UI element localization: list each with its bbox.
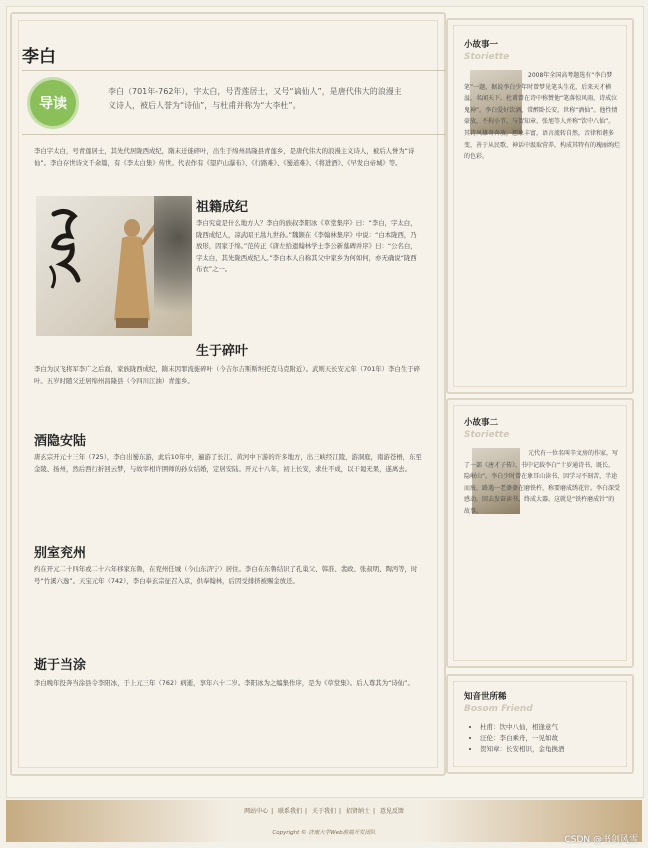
section-heading-1: 祖籍成纪 [196, 200, 249, 215]
calligraphy-icon [44, 206, 90, 292]
section-text-5: 李白晚年投奔当涂县令李阳冰，于上元三年（762）病逝，享年六十二岁。李阳冰为之编集作序，是为《草堂集》。后人尊其为“诗仙”。 [34, 679, 414, 687]
footer-copyright: Copyright © 济南大学Web前端开发团队 [272, 830, 376, 836]
footer-link-feedback[interactable]: 意见反馈 [379, 808, 404, 815]
section-heading-4: 别室兖州 [34, 546, 87, 561]
list-item: • 贺知章：长安相识，金龟换酒 [480, 744, 626, 755]
friends-list [470, 722, 626, 755]
section-text-3: 唐玄宗开元十三年（725），李白出蜀东游，此后10年中，遍游了长江、黄河中下游的许多地方，出三峡经江陵，游洞庭，南游苍梧，东至金陵、扬州，然后西行折回云梦，与故宰相许圉师的孙女结婚，定居安陆。开元十八年，初上长安，求仕不成，以干谒无果，遂离去。 [34, 453, 422, 473]
section-text-1: 李白究竟是什么地方人？李白的族叔李阳冰《草堂集序》曰：“李白，字太白，陇西成纪人，凉武昭王暠九世孙。”魏颢在《李翰林集序》中说：“白本陇西，乃放形，因家于绵。”范传正《唐左拾遗翰林学士李公新墓碑并序》曰：“公名白，字太白，其先陇西成纪人。”李白本人自称其父中家乡为何如何，亦无确说“陇西布衣”之一。 [196, 219, 417, 274]
list-item: • 汪伦：李白乘舟，一见如故 [480, 733, 626, 744]
friends-subtitle: Bosom Friend [464, 704, 533, 714]
ink-wash-decoration [154, 196, 192, 336]
story-two-inner [453, 405, 627, 661]
libai-portrait-image [36, 196, 192, 336]
section-text-2: 李白为汉飞将军李广之后裔，家族陇西成纪，隋末因罪流徙碎叶（今吉尔吉斯斯坦托克马克附近）。武则天长安元年（701年）李白生于碎叶。五岁时随父迁居绵州昌隆县（今四川江油）青莲乡。 [34, 365, 421, 385]
section-heading-3: 酒隐安陆 [34, 434, 87, 449]
section-text-4: 约在开元二十四年或二十六年移家东鲁，在兖州任城（今山东济宁）居住。李白在东鲁结识了孔巢父、韩准、裴政、张叔明、陶沔等，时号“竹溪六逸”。天宝元年（742），李白奉玄宗征召入京，供奉翰林，后因受排挤被赐金放还。 [34, 565, 418, 585]
footer-link-about[interactable]: 关于我们 [311, 808, 336, 815]
friends-title: 知音世所稀 [464, 692, 507, 702]
story-one-title: 小故事一 [464, 40, 499, 50]
list-item: • 杜甫：饮中八仙，相逢意气 [480, 722, 626, 733]
intro-text: 李白（701年-762年），字太白，号青莲居士，又号“谪仙人”，是唐代伟大的浪漫主义诗人，被后人誉为“诗仙”，与杜甫并称为“大李杜”。 [108, 87, 402, 110]
summary-text: 李白字太白，号青莲居士，其先代居陇西成纪，隋末迁徙碎叶，出生于绵州昌隆县青莲乡，是唐代伟大的浪漫主义诗人，被后人誉为“诗仙”。李白存世诗文千余篇，有《李太白集》传世。代表作有《望庐山瀑布》、《行路难》、《蜀道难》、《将进酒》、《早发白帝城》等。 [34, 147, 415, 167]
section-heading-5: 逝于当涂 [34, 658, 87, 673]
story-two-subtitle: Storiette [464, 430, 510, 440]
footer-link-jobs[interactable]: 招贤纳士 [345, 808, 370, 815]
story-one-text: 2008年全国高考题选有“李白梦笔”一题，据说李白少年时曾梦见笔头生花，后来天才横溢，名闻天下。杜甫曾在诗中称赞他“笔落惊风雨，诗成泣鬼神”。李白爱好饮酒，常醉卧长安，世称“酒仙”。他性情豪放，不拘小节，与贺知章、张旭等人并称“饮中八仙”。其诗风雄奇奔放，想象丰富，语言流转自然，音律和谐多变，善于从民歌、神话中汲取营养，构成其特有的瑰丽绚烂的色彩。 [464, 72, 621, 161]
page-title: 李白 [22, 47, 56, 67]
poet-figure-icon [102, 210, 162, 332]
story-two-title: 小故事二 [464, 418, 499, 428]
story-one-subtitle: Storiette [464, 52, 510, 62]
watermark: CSDN @书剑风雪 [564, 835, 638, 845]
story-two-text: 元代有一位名叫辛文房的作家，写了一部《唐才子传》，书中记载李白“十岁通诗书，既长，隐岷山”。李白少时曾在象耳山读书，因学习不刻苦，半途而废，路遇一老婆婆在磨铁杵，称要磨成绣花针。李白深受感动，回去发奋读书，终成大器。这就是“铁杵磨成针”的故事。 [464, 450, 621, 515]
footer-link-contact[interactable]: 联系我们 [278, 808, 303, 815]
section-heading-2: 生于碎叶 [196, 344, 249, 359]
intro-badge: 导读 [30, 80, 76, 126]
footer-links: 网站中心 | 联系我们 | 关于我们 | 招贤纳士 | 意见反馈 [244, 808, 404, 815]
footer-link-center[interactable]: 网站中心 [244, 808, 269, 815]
footer [6, 800, 642, 842]
